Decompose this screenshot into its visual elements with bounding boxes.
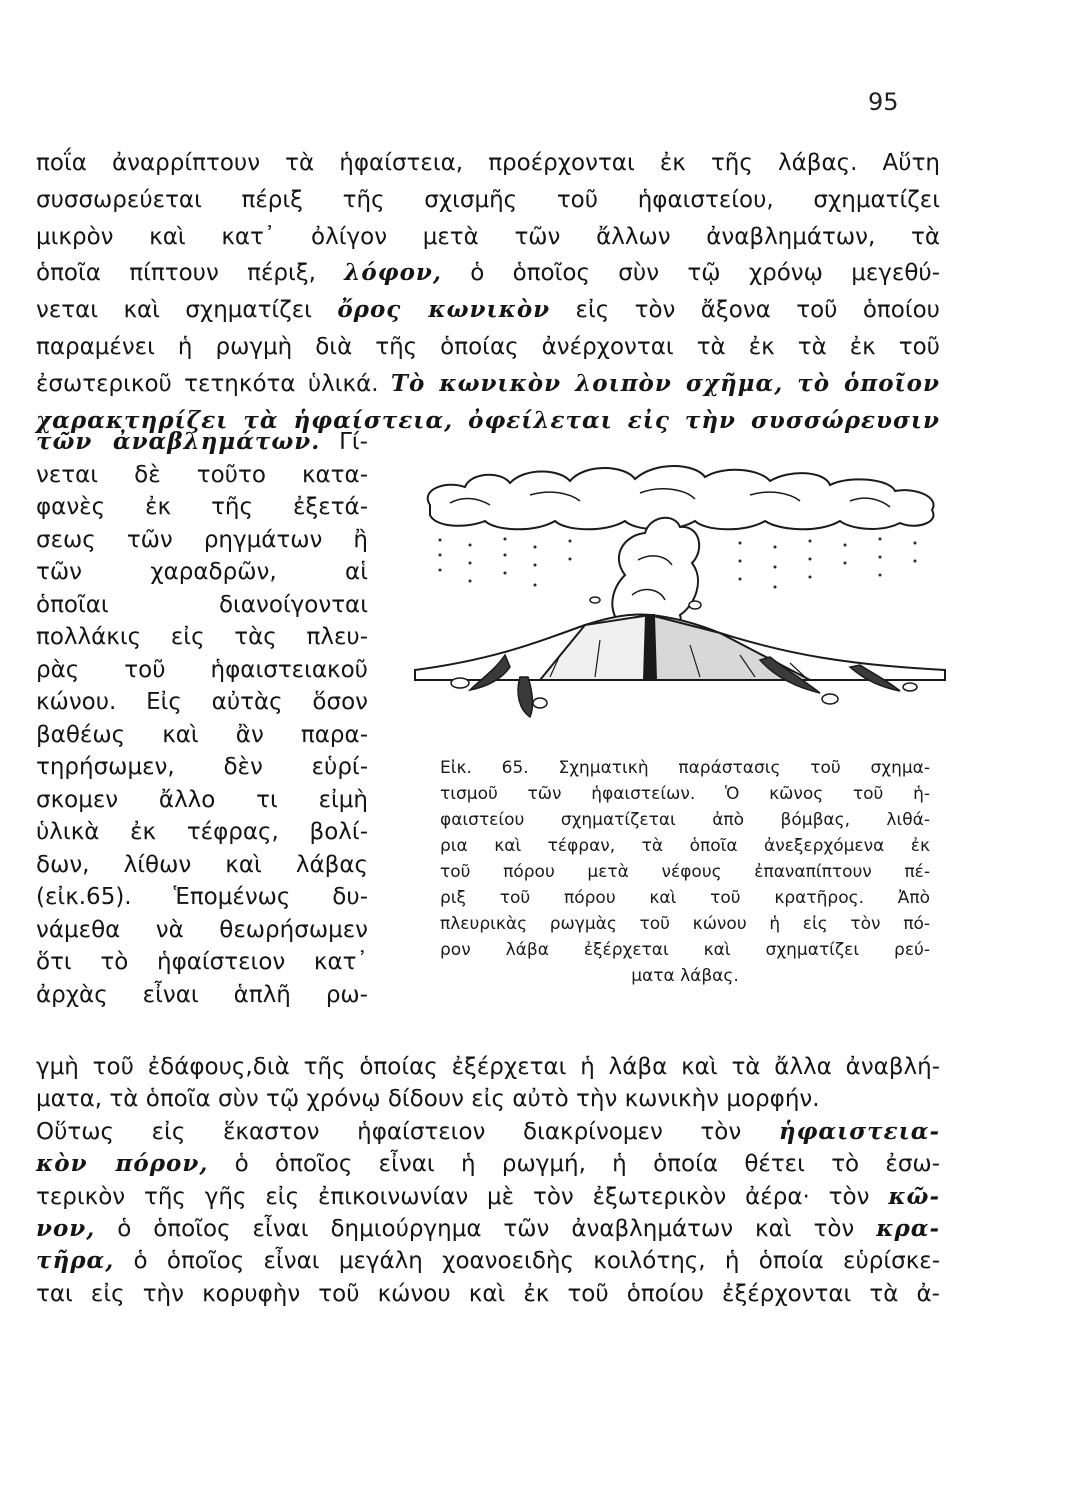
text-line (36, 1214, 940, 1244)
caption-line: φαιστείου σχηματίζεται ἀπὸ βόμβας, λιθά- (440, 810, 930, 830)
text-line (36, 687, 368, 717)
text-line (36, 492, 368, 522)
emphasis-text: κῶ- (888, 1182, 940, 1210)
text-segment: Γί- (320, 429, 368, 455)
text-segment: τερικὸν τῆς γῆς εἰς ἐπικοινωνίαν μὲ τὸν ἐξωτερικὸν ἀέρα· τὸν (36, 1183, 889, 1210)
caption-line: ριξ τοῦ πόρου καὶ τοῦ κρατῆρος. Ἀπὸ (440, 888, 930, 908)
text-segment: μικρὸν καὶ κατ᾿ ὀλίγον μετὰ τῶν ἄλλων ἀναβλημάτων, τὰ (36, 223, 940, 250)
text-line (36, 590, 368, 620)
text-line (36, 915, 368, 945)
text-segment: σεως τῶν ρηγμάτων ἢ (36, 526, 368, 553)
caption-line: τοῦ πόρου μετὰ νέφους ἐπαναπίπτουν πέ- (440, 862, 930, 882)
text-line (36, 752, 368, 782)
volcano-illustration (410, 455, 950, 755)
text-line (36, 332, 940, 362)
eruption-cloud (428, 466, 934, 529)
page-number: 95 (868, 88, 899, 116)
emphasis-text: νον, (36, 1215, 96, 1242)
text-segment: νεται καὶ σχηματίζει (36, 297, 338, 324)
text-segment: κώνου. Εἰς αὐτὰς ὅσον (36, 689, 368, 715)
text-line (36, 1279, 940, 1309)
text-segment: συσσωρεύεται πέριξ τῆς σχισμῆς τοῦ ἡφαιστείου, σχηματίζει (36, 186, 940, 213)
emphasis-text: λόφον, (344, 259, 442, 287)
text-line (36, 369, 940, 399)
text-line (36, 185, 940, 215)
text-segment: ὁποῖα πίπτουν πέριξ, (36, 260, 345, 287)
text-line (36, 460, 368, 490)
text-segment: ὁ ὁποῖος εἶναι ἡ ρωγμή, ἡ ὁποία θέτει τὸ ἐσω- (208, 1151, 940, 1178)
text-segment: Οὕτως εἰς ἕκαστον ἡφαίστειον διακρίνομεν τὸν (36, 1118, 779, 1145)
text-segment: ὁποῖαι διανοίγονται (36, 591, 368, 618)
text-line (36, 655, 368, 685)
text-line (36, 557, 368, 587)
text-segment: φανὲς ἐκ τῆς ἐξετά- (36, 494, 368, 520)
text-segment: ὅτι τὸ ἡφαίστειον κατ᾿ (36, 949, 368, 975)
text-line (36, 148, 940, 178)
emphasis-text: ὄρος κωνικὸν (337, 296, 551, 324)
emphasis-text: κρα- (876, 1215, 940, 1242)
text-segment: ὁ ὁποῖος εἶναι δημιούργημα τῶν ἀναβλημάτων καὶ τὸν (95, 1216, 877, 1242)
caption-line: ματα λάβας. (631, 966, 739, 986)
text-segment: νάμεθα νὰ θεωρήσωμεν (36, 916, 368, 943)
text-line (36, 1052, 940, 1082)
emphasis-text: τῶν ἀναβλημάτων. (36, 428, 321, 455)
emphasis-text: χαρακτηρίζει τὰ ἡφαίστεια, ὀφείλεται εἰς τὴν συσσώρευσιν (36, 406, 940, 434)
text-segment: ἀρχὰς εἶναι ἁπλῆ ρω- (36, 981, 368, 1008)
emphasis-text: κὸν πόρον, (36, 1150, 209, 1178)
text-segment: δων, λίθων καὶ λάβας (36, 851, 368, 878)
caption-line: ρια καὶ τέφραν, τὰ ὁποῖα ἀνεξερχόμενα ἐκ (440, 836, 930, 856)
text-line (36, 1084, 940, 1114)
caption-line: Εἰκ. 65. Σχηματικὴ παράστασις τοῦ σχημα- (440, 758, 930, 778)
text-segment: εἰς τὸν ἄξονα τοῦ ὁποίου (550, 297, 940, 324)
text-line (36, 295, 940, 325)
text-segment: παραμένει ἡ ρωγμὴ διὰ τῆς ὁποίας ἀνέρχονται τὰ ἐκ τὰ ἐκ τοῦ (36, 334, 940, 360)
text-segment: ὁ ὁποῖος σὺν τῷ χρόνῳ μεγεθύ- (441, 260, 941, 287)
emphasis-text: Τὸ κωνικὸν λοιπὸν σχῆμα, τὸ ὁποῖον (390, 369, 940, 397)
text-segment: ὁ ὁποῖος εἶναι μεγάλη χοανοειδὴς κοιλότης, ἡ ὁποία εὑρίσκε- (114, 1248, 940, 1275)
caption-line: πλευρικὰς ρωγμὰς τοῦ κώνου ἡ εἰς τὸν πό- (440, 914, 930, 934)
text-segment: γμὴ τοῦ ἐδάφους,διὰ τῆς ὁποίας ἐξέρχεται ἡ λάβα καὶ τὰ ἄλλα ἀναβλή- (36, 1054, 940, 1080)
text-segment: ρὰς τοῦ ἡφαιστειακοῦ (36, 656, 368, 683)
text-line (36, 1246, 940, 1276)
text-line (36, 882, 368, 912)
caption-line: ρον λάβα ἐξέρχεται καὶ σχηματίζει ρεύ- (440, 940, 930, 960)
text-line (36, 720, 368, 750)
text-segment: πολλάκις εἰς τὰς πλευ- (36, 624, 368, 650)
text-line (36, 980, 368, 1010)
text-line (36, 785, 368, 815)
text-segment: ἐσωτερικοῦ τετηκότα ὑλικά. (36, 370, 391, 397)
text-line (36, 525, 368, 555)
emphasis-text: ἡφαιστεια- (778, 1117, 940, 1145)
text-line (36, 1117, 940, 1147)
text-line (36, 622, 368, 652)
text-line (36, 947, 368, 977)
text-line (36, 817, 368, 847)
text-segment: βαθέως καὶ ἂν παρα- (36, 721, 368, 748)
text-segment: ται εἰς τὴν κορυφὴν τοῦ κώνου καὶ ἐκ τοῦ ὁποίου ἐξέρχονται τὰ ἀ- (36, 1280, 940, 1307)
text-line (36, 258, 940, 288)
text-segment: ποΐα ἀναρρίπτουν τὰ ἡφαίστεια, προέρχονται ἐκ τῆς λάβας. Αὕτη (36, 150, 940, 176)
text-segment: νεται δὲ τοῦτο κατα- (36, 461, 368, 488)
text-line (36, 850, 368, 880)
text-segment: σκομεν ἄλλο τι εἰμὴ (36, 786, 368, 813)
text-segment: τῶν χαραδρῶν, αἱ (36, 559, 368, 585)
text-line (36, 1182, 940, 1212)
caption-line: τισμοῦ τῶν ἡφαιστείων. Ὁ κῶνος τοῦ ἡ- (440, 784, 930, 804)
text-line (36, 427, 368, 457)
text-segment: ματα, τὰ ὁποῖα σὺν τῷ χρόνῳ δίδουν εἰς αὐτὸ τὴν κωνικὴν μορφήν. (36, 1086, 820, 1113)
text-segment: ὑλικὰ ἐκ τέφρας, βολί- (36, 819, 368, 845)
text-segment: τηρήσωμεν, δὲν εὑρί- (36, 754, 368, 780)
emphasis-text: τῆρα, (36, 1247, 115, 1275)
text-segment: (εἰκ.65). Ἑπομένως δυ- (36, 884, 368, 910)
text-line (36, 1149, 940, 1179)
text-line (36, 222, 940, 252)
